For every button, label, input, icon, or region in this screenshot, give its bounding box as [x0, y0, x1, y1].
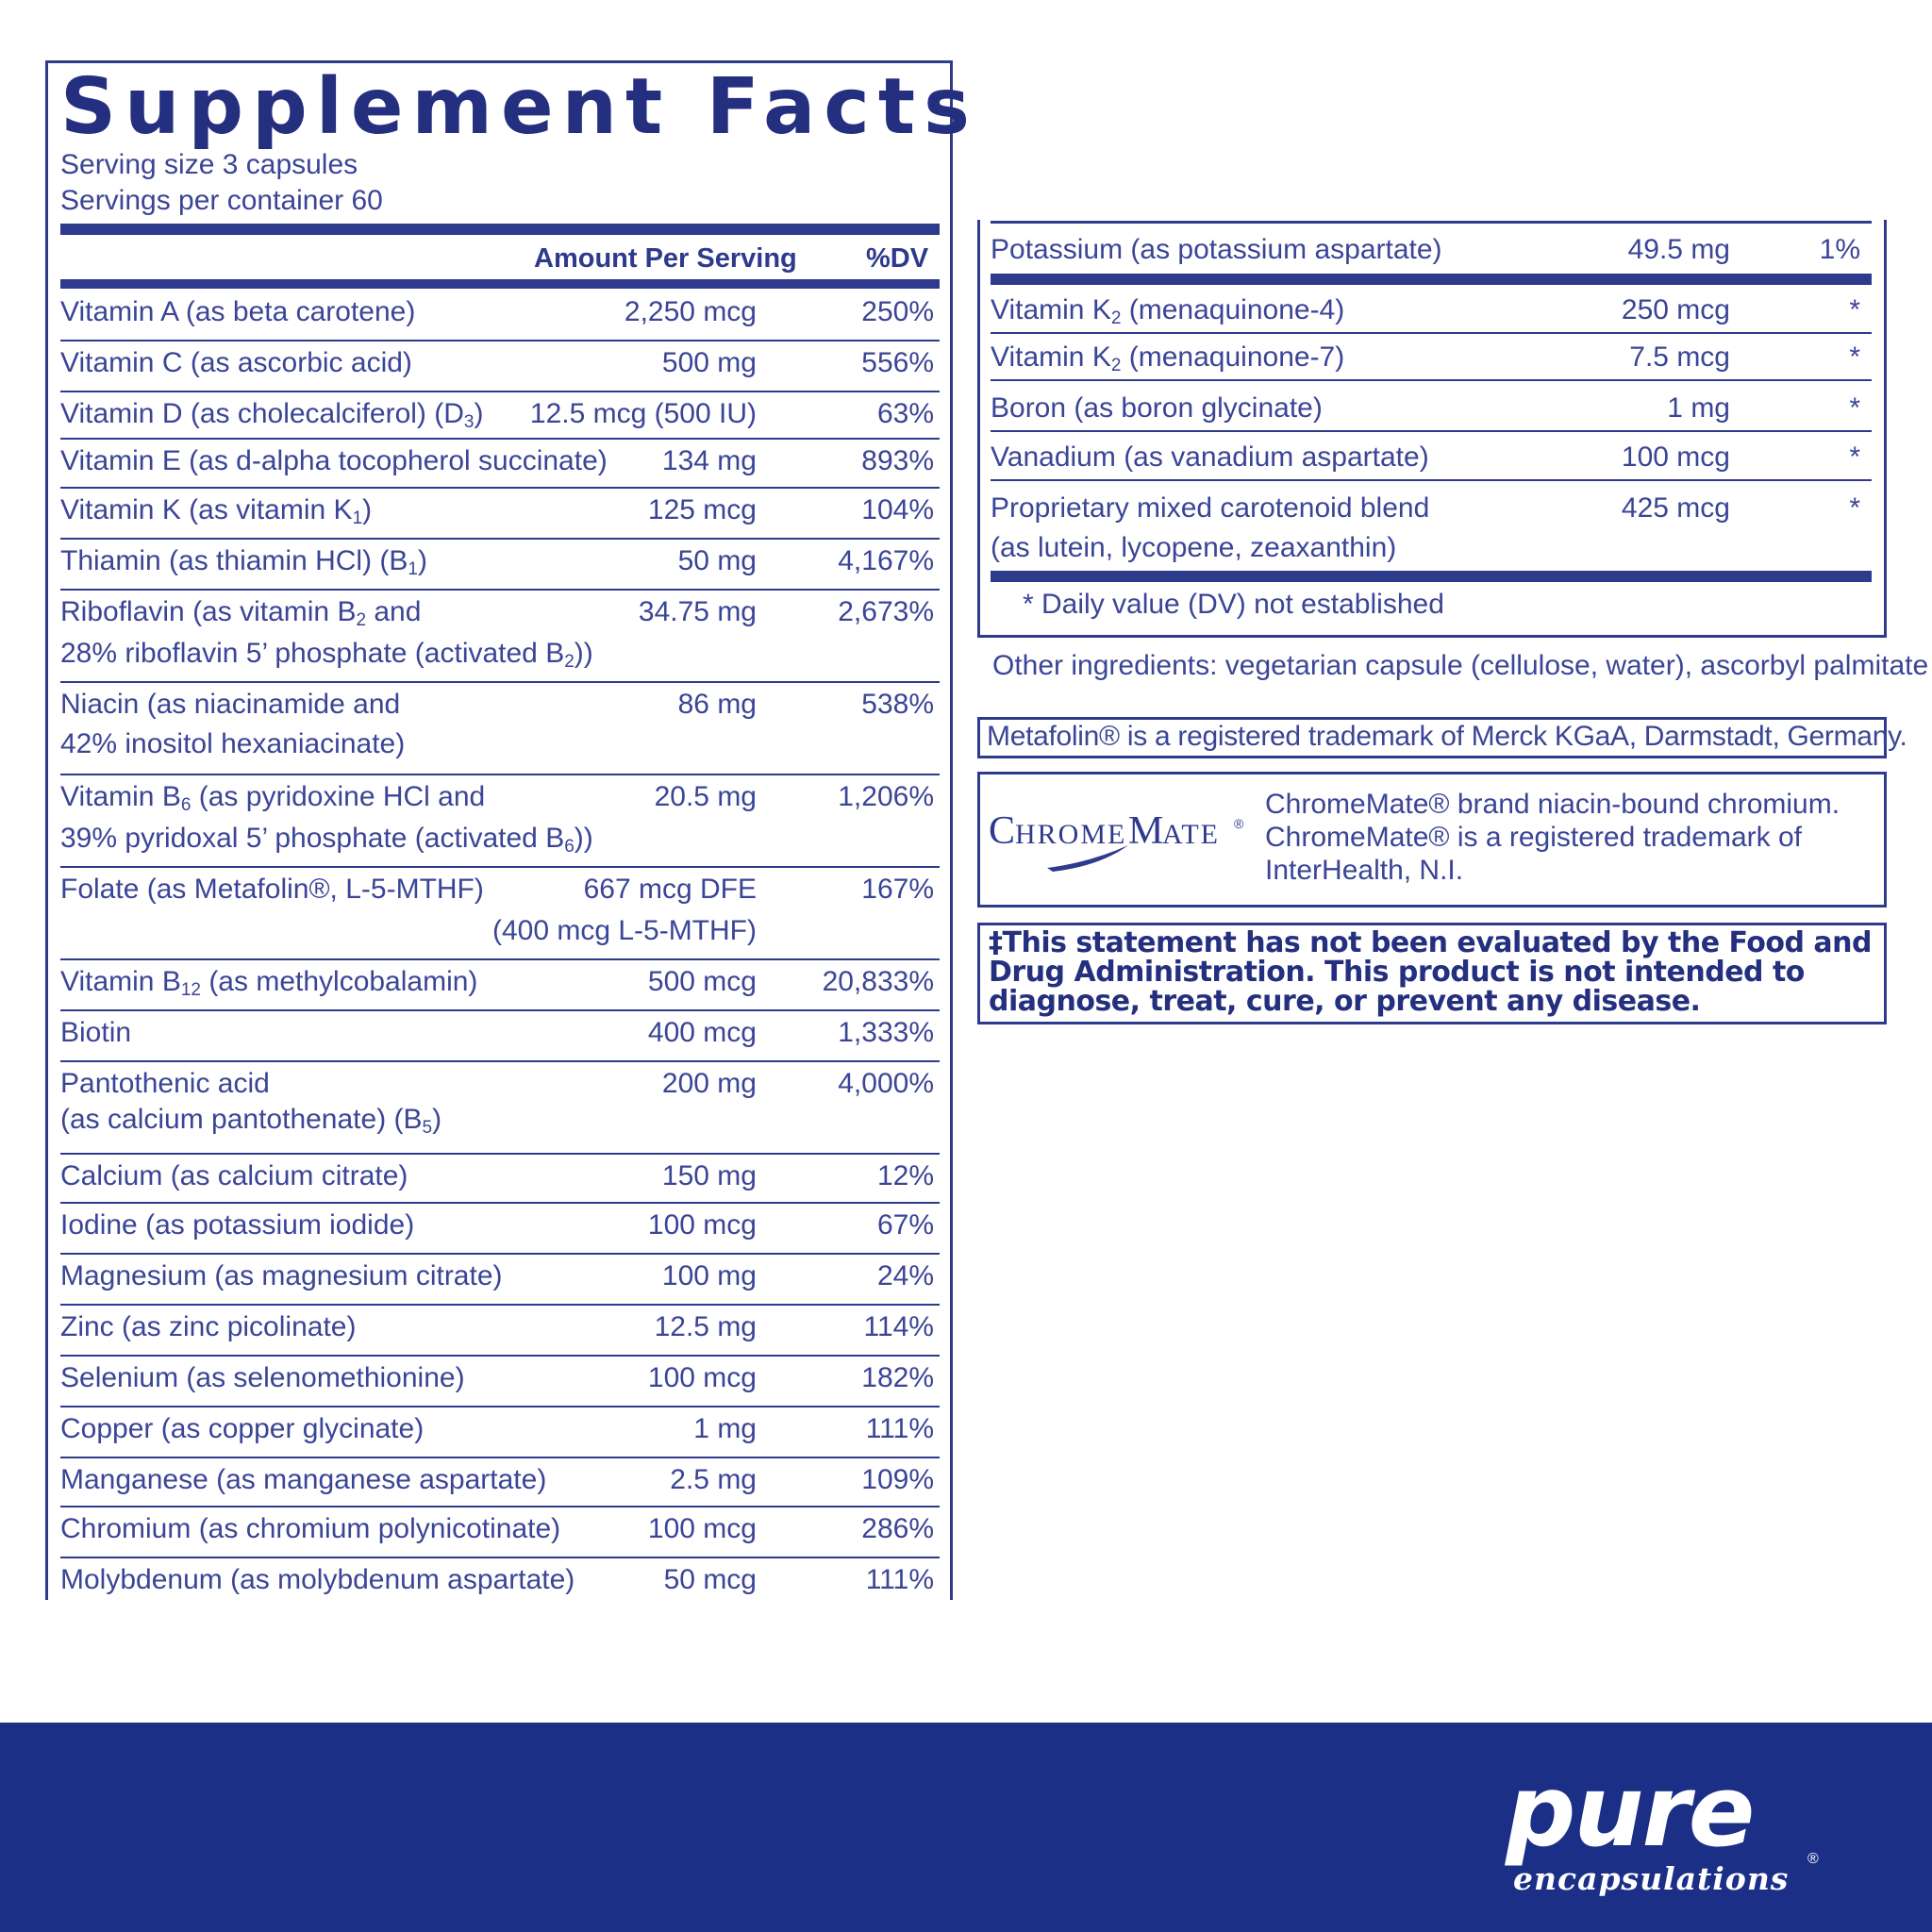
amount-per-serving: 49.5 mg: [1627, 234, 1730, 265]
header-divider: [60, 279, 940, 289]
subscript: 12: [180, 980, 201, 1000]
amount-per-serving: 20.5 mg: [654, 781, 757, 812]
header-amount: Amount Per Serving: [534, 243, 797, 274]
row-divider: [60, 1009, 940, 1011]
table-row: [60, 689, 940, 781]
daily-value-percent: *: [1849, 492, 1860, 524]
daily-value-percent: 167%: [861, 874, 934, 905]
amount-per-serving: 12.5 mcg (500 IU): [529, 398, 757, 429]
subscript: 2: [564, 652, 575, 672]
daily-value-percent: 111%: [865, 1564, 934, 1595]
brand-name: pure: [1506, 1754, 1754, 1869]
amount-per-serving: 1 mg: [1667, 392, 1730, 424]
amount-per-serving: 50 mcg: [663, 1564, 757, 1595]
nutrient-name: Vitamin C (as ascorbic acid): [60, 347, 412, 378]
row-divider: [991, 221, 1872, 224]
daily-value-percent: 4,000%: [838, 1068, 934, 1099]
nutrient-name: Molybdenum (as molybdenum aspartate): [60, 1564, 575, 1595]
footer-band: [0, 1723, 1932, 1932]
amount-per-serving: 2,250 mcg: [624, 296, 757, 327]
servings-per-container: Servings per container 60: [60, 185, 383, 216]
nutrient-name: Selenium (as selenomethionine): [60, 1362, 465, 1393]
daily-value-percent: 2,673%: [838, 596, 934, 627]
daily-value-percent: 109%: [861, 1464, 934, 1495]
daily-value-percent: 63%: [876, 398, 934, 429]
nutrient-name: Boron (as boron glycinate): [991, 392, 1323, 424]
subscript: 6: [180, 795, 192, 815]
nutrient-name-line2: 42% inositol hexaniacinate): [60, 728, 406, 759]
subscript: 1: [352, 508, 363, 528]
row-divider: [60, 340, 940, 341]
nutrient-name: Potassium (as potassium aspartate): [991, 234, 1442, 265]
nutrient-name: Manganese (as manganese aspartate): [60, 1464, 547, 1495]
other-ingredients: Other ingredients: vegetarian capsule (cellulose, water), ascorbyl palmitate: [992, 650, 1929, 681]
daily-value-percent: 1,333%: [838, 1017, 934, 1048]
brand-logo: [1506, 1754, 1826, 1902]
amount-per-serving: 150 mg: [661, 1160, 757, 1191]
brand-sub: encapsulations: [1513, 1860, 1790, 1897]
row-divider: [60, 538, 940, 540]
daily-value-percent: 556%: [861, 347, 934, 378]
page-title: Supplement Facts: [60, 62, 978, 152]
amount-per-serving: 400 mcg: [647, 1017, 757, 1048]
right-thick-divider: [991, 571, 1872, 582]
amount-per-serving: 134 mg: [661, 445, 757, 476]
amount-per-serving: 2.5 mg: [670, 1464, 757, 1495]
table-row: [60, 781, 940, 874]
metafolin-note: Metafolin® is a registered trademark of Merck KGaA, Darmstadt, Germany.: [987, 721, 1907, 752]
svg-text:ATE: ATE: [1162, 819, 1220, 850]
daily-value-percent: 104%: [861, 494, 934, 525]
daily-value-percent: 182%: [861, 1362, 934, 1393]
row-divider: [60, 681, 940, 683]
nutrient-name: Calcium (as calcium citrate): [60, 1160, 408, 1191]
daily-value-percent: 1%: [1819, 234, 1860, 265]
daily-value-percent: 114%: [863, 1311, 934, 1342]
amount-per-serving: 100 mcg: [647, 1209, 757, 1241]
dv-note: * Daily value (DV) not established: [1023, 589, 1444, 620]
fda-statement: ‡This statement has not been evaluated by the Food and Drug Administration. This product is not intended to diagnose, treat, cure, or prevent any disease.: [989, 926, 1873, 1018]
nutrient-name: Pantothenic acid: [60, 1068, 270, 1099]
serving-size: Serving size 3 capsules: [60, 149, 358, 180]
nutrient-name: Vitamin $B_{12}$ (as methylcobalamin): [60, 966, 478, 1000]
nutrient-name: Copper (as copper glycinate): [60, 1413, 425, 1444]
row-divider: [60, 1253, 940, 1255]
subscript: 2: [1110, 308, 1122, 328]
row-divider: [60, 1304, 940, 1306]
row-divider: [60, 1355, 940, 1357]
amount-per-serving: 200 mg: [661, 1068, 757, 1099]
nutrient-name: Vitamin E (as d-alpha tocopherol succinate): [60, 445, 608, 476]
nutrient-name: Proprietary mixed carotenoid blend: [991, 492, 1430, 524]
nutrient-name: Iodine (as potassium iodide): [60, 1209, 415, 1241]
table-row: [60, 1564, 940, 1602]
subscript: 1: [408, 559, 418, 579]
row-divider: [991, 479, 1872, 481]
table-row: [60, 874, 940, 966]
svg-text:®: ®: [1234, 816, 1244, 831]
amount-per-serving: 100 mcg: [647, 1362, 757, 1393]
amount-per-serving: 425 mcg: [1621, 492, 1730, 524]
chromemate-line3: InterHealth, N.I.: [1265, 855, 1464, 886]
chromemate-line2: ChromeMate® is a registered trademark of: [1265, 822, 1802, 853]
nutrient-name: Vitamin $K_2$ (menaquinone-4): [991, 294, 1345, 328]
row-divider: [60, 774, 940, 775]
chromemate-logo: [987, 808, 1251, 883]
daily-value-percent: 24%: [876, 1260, 934, 1291]
daily-value-percent: 12%: [876, 1160, 934, 1191]
row-divider: [60, 1406, 940, 1407]
row-divider: [991, 379, 1872, 381]
amount-per-serving: 500 mcg: [647, 966, 757, 997]
nutrient-name: Thiamin (as thiamin HCl) $(B_1)$: [60, 545, 427, 579]
row-divider: [991, 274, 1872, 285]
amount-per-serving: 100 mcg: [1621, 441, 1730, 473]
nutrient-name-line2: 28% riboflavin 5’ phosphate (activated $B_2$)): [60, 638, 593, 672]
daily-value-percent: 538%: [861, 689, 934, 720]
header-dv: %DV: [866, 243, 929, 274]
table-row: [60, 596, 940, 689]
row-divider: [60, 1557, 940, 1558]
nutrient-name-line2: 39% pyridoxal 5’ phosphate (activated $B_6$)): [60, 823, 593, 857]
nutrient-name: Vitamin $B_6$ (as pyridoxine HCl and: [60, 781, 486, 815]
amount-per-serving: 250 mcg: [1621, 294, 1730, 325]
thick-divider: [60, 224, 940, 235]
nutrient-name: Chromium (as chromium polynicotinate): [60, 1513, 561, 1544]
daily-value-percent: 1,206%: [838, 781, 934, 812]
amount-per-serving: 100 mg: [661, 1260, 757, 1291]
amount-per-serving: 1 mg: [693, 1413, 757, 1444]
row-divider: [991, 332, 1872, 334]
nutrient-name: Zinc (as zinc picolinate): [60, 1311, 357, 1342]
nutrient-name: Folate (as Metafolin®, L-5-MTHF): [60, 874, 484, 905]
nutrient-name: Niacin (as niacinamide and: [60, 689, 401, 720]
nutrient-name-line2: (as lutein, lycopene, zeaxanthin): [991, 532, 1397, 563]
brand-registered: ®: [1807, 1851, 1819, 1867]
nutrient-name: Riboflavin (as vitamin $B_2$ and: [60, 596, 422, 630]
svg-text:HROME: HROME: [1015, 819, 1127, 850]
subscript: 6: [564, 837, 575, 857]
amount-per-serving: 500 mg: [661, 347, 757, 378]
row-divider: [60, 1060, 940, 1062]
amount-per-serving-line2: (400 mcg L-5-MTHF): [491, 915, 757, 946]
nutrient-name-line2: (as calcium pantothenate) $(B_5)$: [60, 1104, 442, 1138]
row-divider: [60, 1153, 940, 1155]
subscript: 3: [463, 412, 475, 432]
row-divider: [60, 391, 940, 392]
row-divider: [60, 1506, 940, 1507]
daily-value-percent: 67%: [876, 1209, 934, 1241]
daily-value-percent: *: [1849, 341, 1860, 373]
amount-per-serving: 125 mcg: [647, 494, 757, 525]
amount-per-serving: 7.5 mcg: [1629, 341, 1730, 373]
table-row: [60, 1068, 940, 1160]
daily-value-percent: 250%: [861, 296, 934, 327]
row-divider: [60, 438, 940, 440]
daily-value-percent: 286%: [861, 1513, 934, 1544]
subscript: 5: [422, 1118, 433, 1138]
row-divider: [60, 866, 940, 868]
row-divider: [60, 1457, 940, 1458]
daily-value-percent: *: [1849, 294, 1860, 325]
daily-value-percent: 4,167%: [838, 545, 934, 576]
amount-per-serving: 50 mg: [677, 545, 757, 576]
nutrient-name: Magnesium (as magnesium citrate): [60, 1260, 503, 1291]
amount-per-serving: 12.5 mg: [654, 1311, 757, 1342]
amount-per-serving: 667 mcg DFE: [583, 874, 757, 905]
nutrient-name: Biotin: [60, 1017, 132, 1048]
nutrient-name: Vitamin $K_2$ (menaquinone-7): [991, 341, 1345, 375]
daily-value-percent: *: [1849, 441, 1860, 473]
svg-text:C: C: [989, 809, 1017, 853]
daily-value-percent: 111%: [865, 1413, 934, 1444]
row-divider: [60, 1202, 940, 1204]
daily-value-percent: 20,833%: [822, 966, 934, 997]
row-divider: [991, 430, 1872, 432]
nutrient-name: Vitamin K (as vitamin $K_1$): [60, 494, 373, 528]
daily-value-percent: 893%: [861, 445, 934, 476]
row-divider: [60, 487, 940, 489]
daily-value-percent: *: [1849, 392, 1860, 424]
amount-per-serving: 34.75 mg: [638, 596, 757, 627]
chromemate-line1: ChromeMate® brand niacin-bound chromium.: [1265, 789, 1840, 820]
amount-per-serving: 86 mg: [677, 689, 757, 720]
svg-text:M: M: [1128, 809, 1164, 853]
nutrient-name: Vanadium (as vanadium aspartate): [991, 441, 1429, 473]
nutrient-name: Vitamin D (as cholecalciferol) $(D_3)$: [60, 398, 484, 432]
nutrient-name: Vitamin A (as beta carotene): [60, 296, 416, 327]
row-divider: [60, 958, 940, 960]
subscript: 2: [356, 610, 367, 630]
row-divider: [60, 589, 940, 591]
subscript: 2: [1110, 356, 1122, 375]
amount-per-serving: 100 mcg: [647, 1513, 757, 1544]
